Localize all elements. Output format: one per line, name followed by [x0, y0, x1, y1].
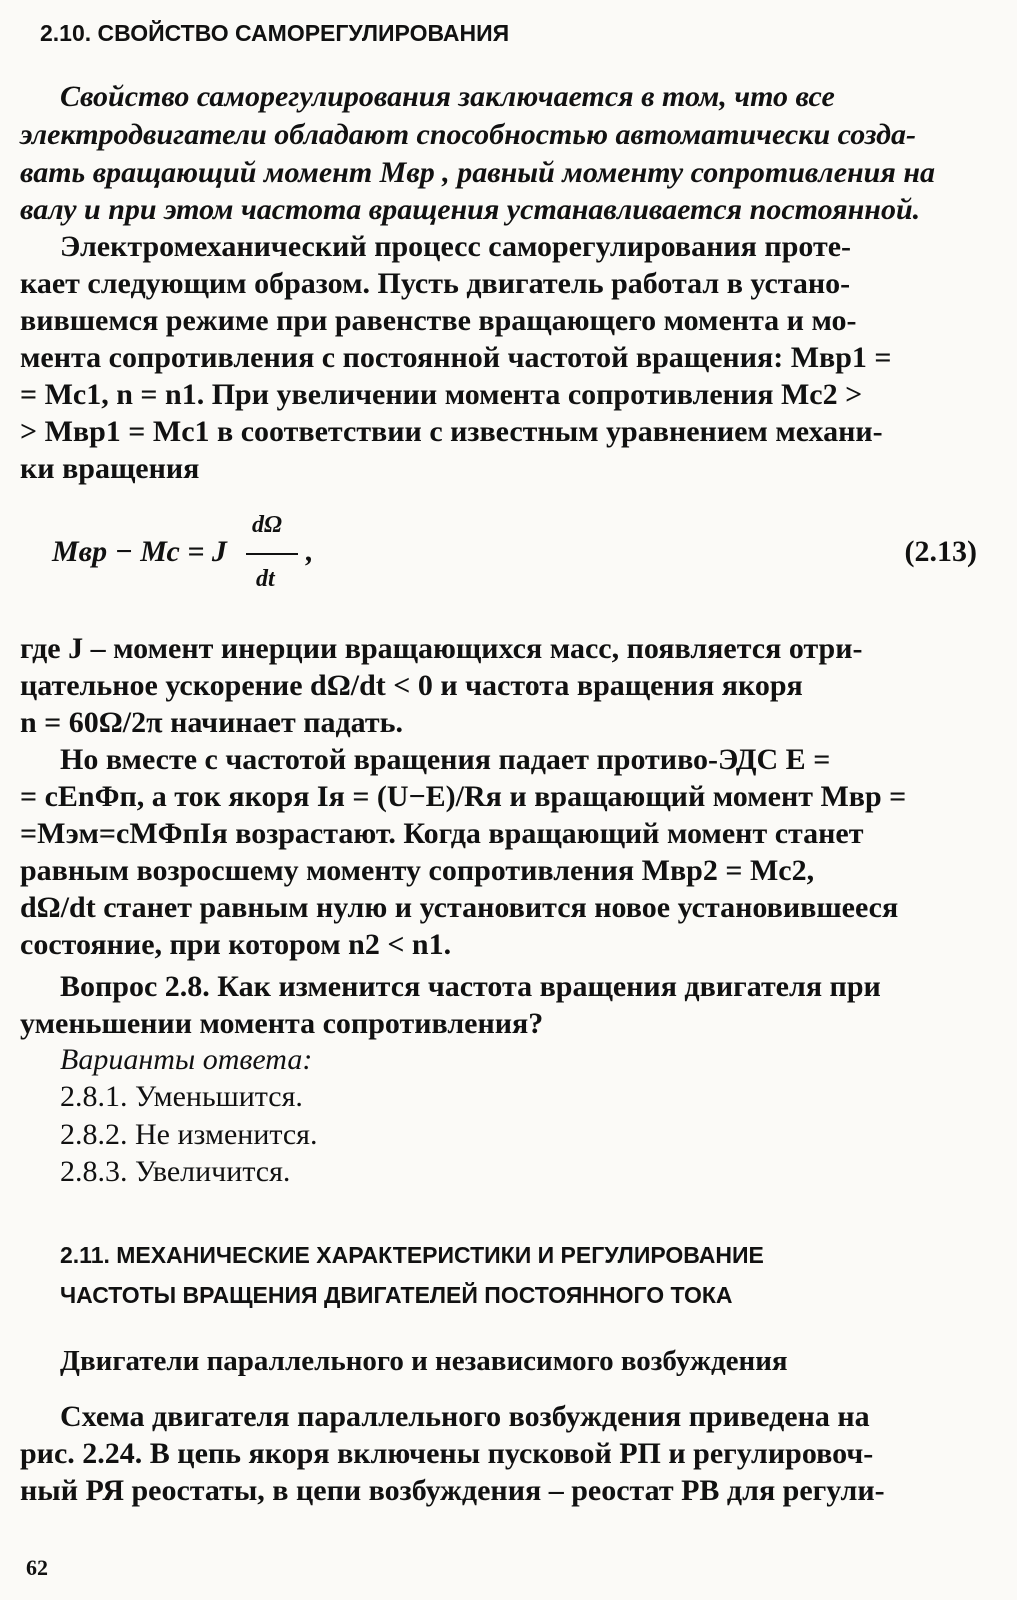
- emf-line-1: Но вместе с частотой вращения падает противо-ЭДС E =: [60, 743, 831, 776]
- subsection-title: Двигатели параллельного и независимого возбуждения: [60, 1345, 788, 1377]
- question-label: Вопрос 2.8.: [60, 970, 210, 1003]
- definition-line-1: Свойство саморегулирования заключается в том, что все: [60, 80, 835, 113]
- equation-number: (2.13): [904, 535, 977, 568]
- body-line-1: Схема двигателя параллельного возбуждения приведена на: [60, 1400, 870, 1433]
- section-title-2-10: 2.10. СВОЙСТВО САМОРЕГУЛИРОВАНИЯ: [40, 20, 510, 46]
- definition-line-4: валу и при этом частота вращения устанавливается постоянной.: [20, 193, 921, 226]
- fraction-bar: [246, 553, 298, 555]
- question-line-2: уменьшении момента сопротивления?: [20, 1007, 544, 1040]
- answer-option-3: 2.8.3. Увеличится.: [60, 1155, 291, 1188]
- process-line-5: = Мс1, n = n1. При увеличении момента сопротивления Мс2 >: [20, 378, 863, 411]
- body-line-2: рис. 2.24. В цепь якоря включены пусковой РП и регулировоч-: [20, 1437, 874, 1470]
- page-number: 62: [26, 1555, 48, 1580]
- emf-line-4: равным возросшему моменту сопротивления Мвр2 = Мс2,: [20, 854, 815, 887]
- equation-comma: ,: [306, 535, 314, 568]
- after-eq-line-1: где J – момент инерции вращающихся масс, появляется отри-: [20, 632, 863, 665]
- emf-line-5: dΩ/dt станет равным нулю и установится новое установившееся: [20, 891, 899, 924]
- answers-title: Варианты ответа:: [60, 1043, 313, 1076]
- body-line-3: ный РЯ реостаты, в цепи возбуждения – реостат РВ для регули-: [20, 1474, 885, 1507]
- process-line-2: кает следующим образом. Пусть двигатель работал в устано-: [20, 267, 851, 300]
- process-line-6: > Мвр1 = Мс1 в соответствии с известным уравнением механи-: [20, 415, 883, 448]
- equation-denominator: dt: [256, 566, 275, 592]
- emf-line-6: состояние, при котором n2 < n1.: [20, 928, 452, 961]
- process-line-3: вившемся режиме при равенстве вращающего момента и мо-: [20, 304, 857, 337]
- answer-option-2: 2.8.2. Не изменится.: [60, 1118, 318, 1151]
- after-eq-line-3: n = 60Ω/2π начинает падать.: [20, 706, 403, 739]
- equation-numerator: dΩ: [252, 512, 282, 538]
- answer-option-1: 2.8.1. Уменьшится.: [60, 1080, 303, 1113]
- section-title-2-11-line-2: ЧАСТОТЫ ВРАЩЕНИЯ ДВИГАТЕЛЕЙ ПОСТОЯННОГО ТОКА: [60, 1282, 733, 1308]
- equation-2-13: [52, 512, 997, 600]
- emf-line-2: = cEnΦп, а ток якоря Iя = (U−E)/Rя и вращающий момент Мвр =: [20, 780, 907, 813]
- process-line-7: ки вращения: [20, 452, 200, 485]
- process-line-4: мента сопротивления с постоянной частотой вращения: Мвр1 =: [20, 341, 892, 374]
- question-text: Как изменится частота вращения двигателя при: [217, 970, 881, 1003]
- definition-line-3: вать вращающий момент Мвр , равный моменту сопротивления на: [20, 156, 935, 189]
- process-line-1: Электромеханический процесс саморегулирования проте-: [60, 230, 852, 263]
- definition-line-2: электродвигатели обладают способностью автоматически созда-: [20, 118, 916, 151]
- section-title-2-11-line-1: 2.11. МЕХАНИЧЕСКИЕ ХАРАКТЕРИСТИКИ И РЕГУЛИРОВАНИЕ: [60, 1242, 764, 1268]
- question-line-1: [60, 970, 881, 1004]
- after-eq-line-2: цательное ускорение dΩ/dt < 0 и частота вращения якоря: [20, 669, 803, 702]
- equation-lhs: Мвр − Мс = J: [52, 535, 227, 568]
- emf-line-3: =Мэм=cMΦпIя возрастают. Когда вращающий момент станет: [20, 817, 864, 850]
